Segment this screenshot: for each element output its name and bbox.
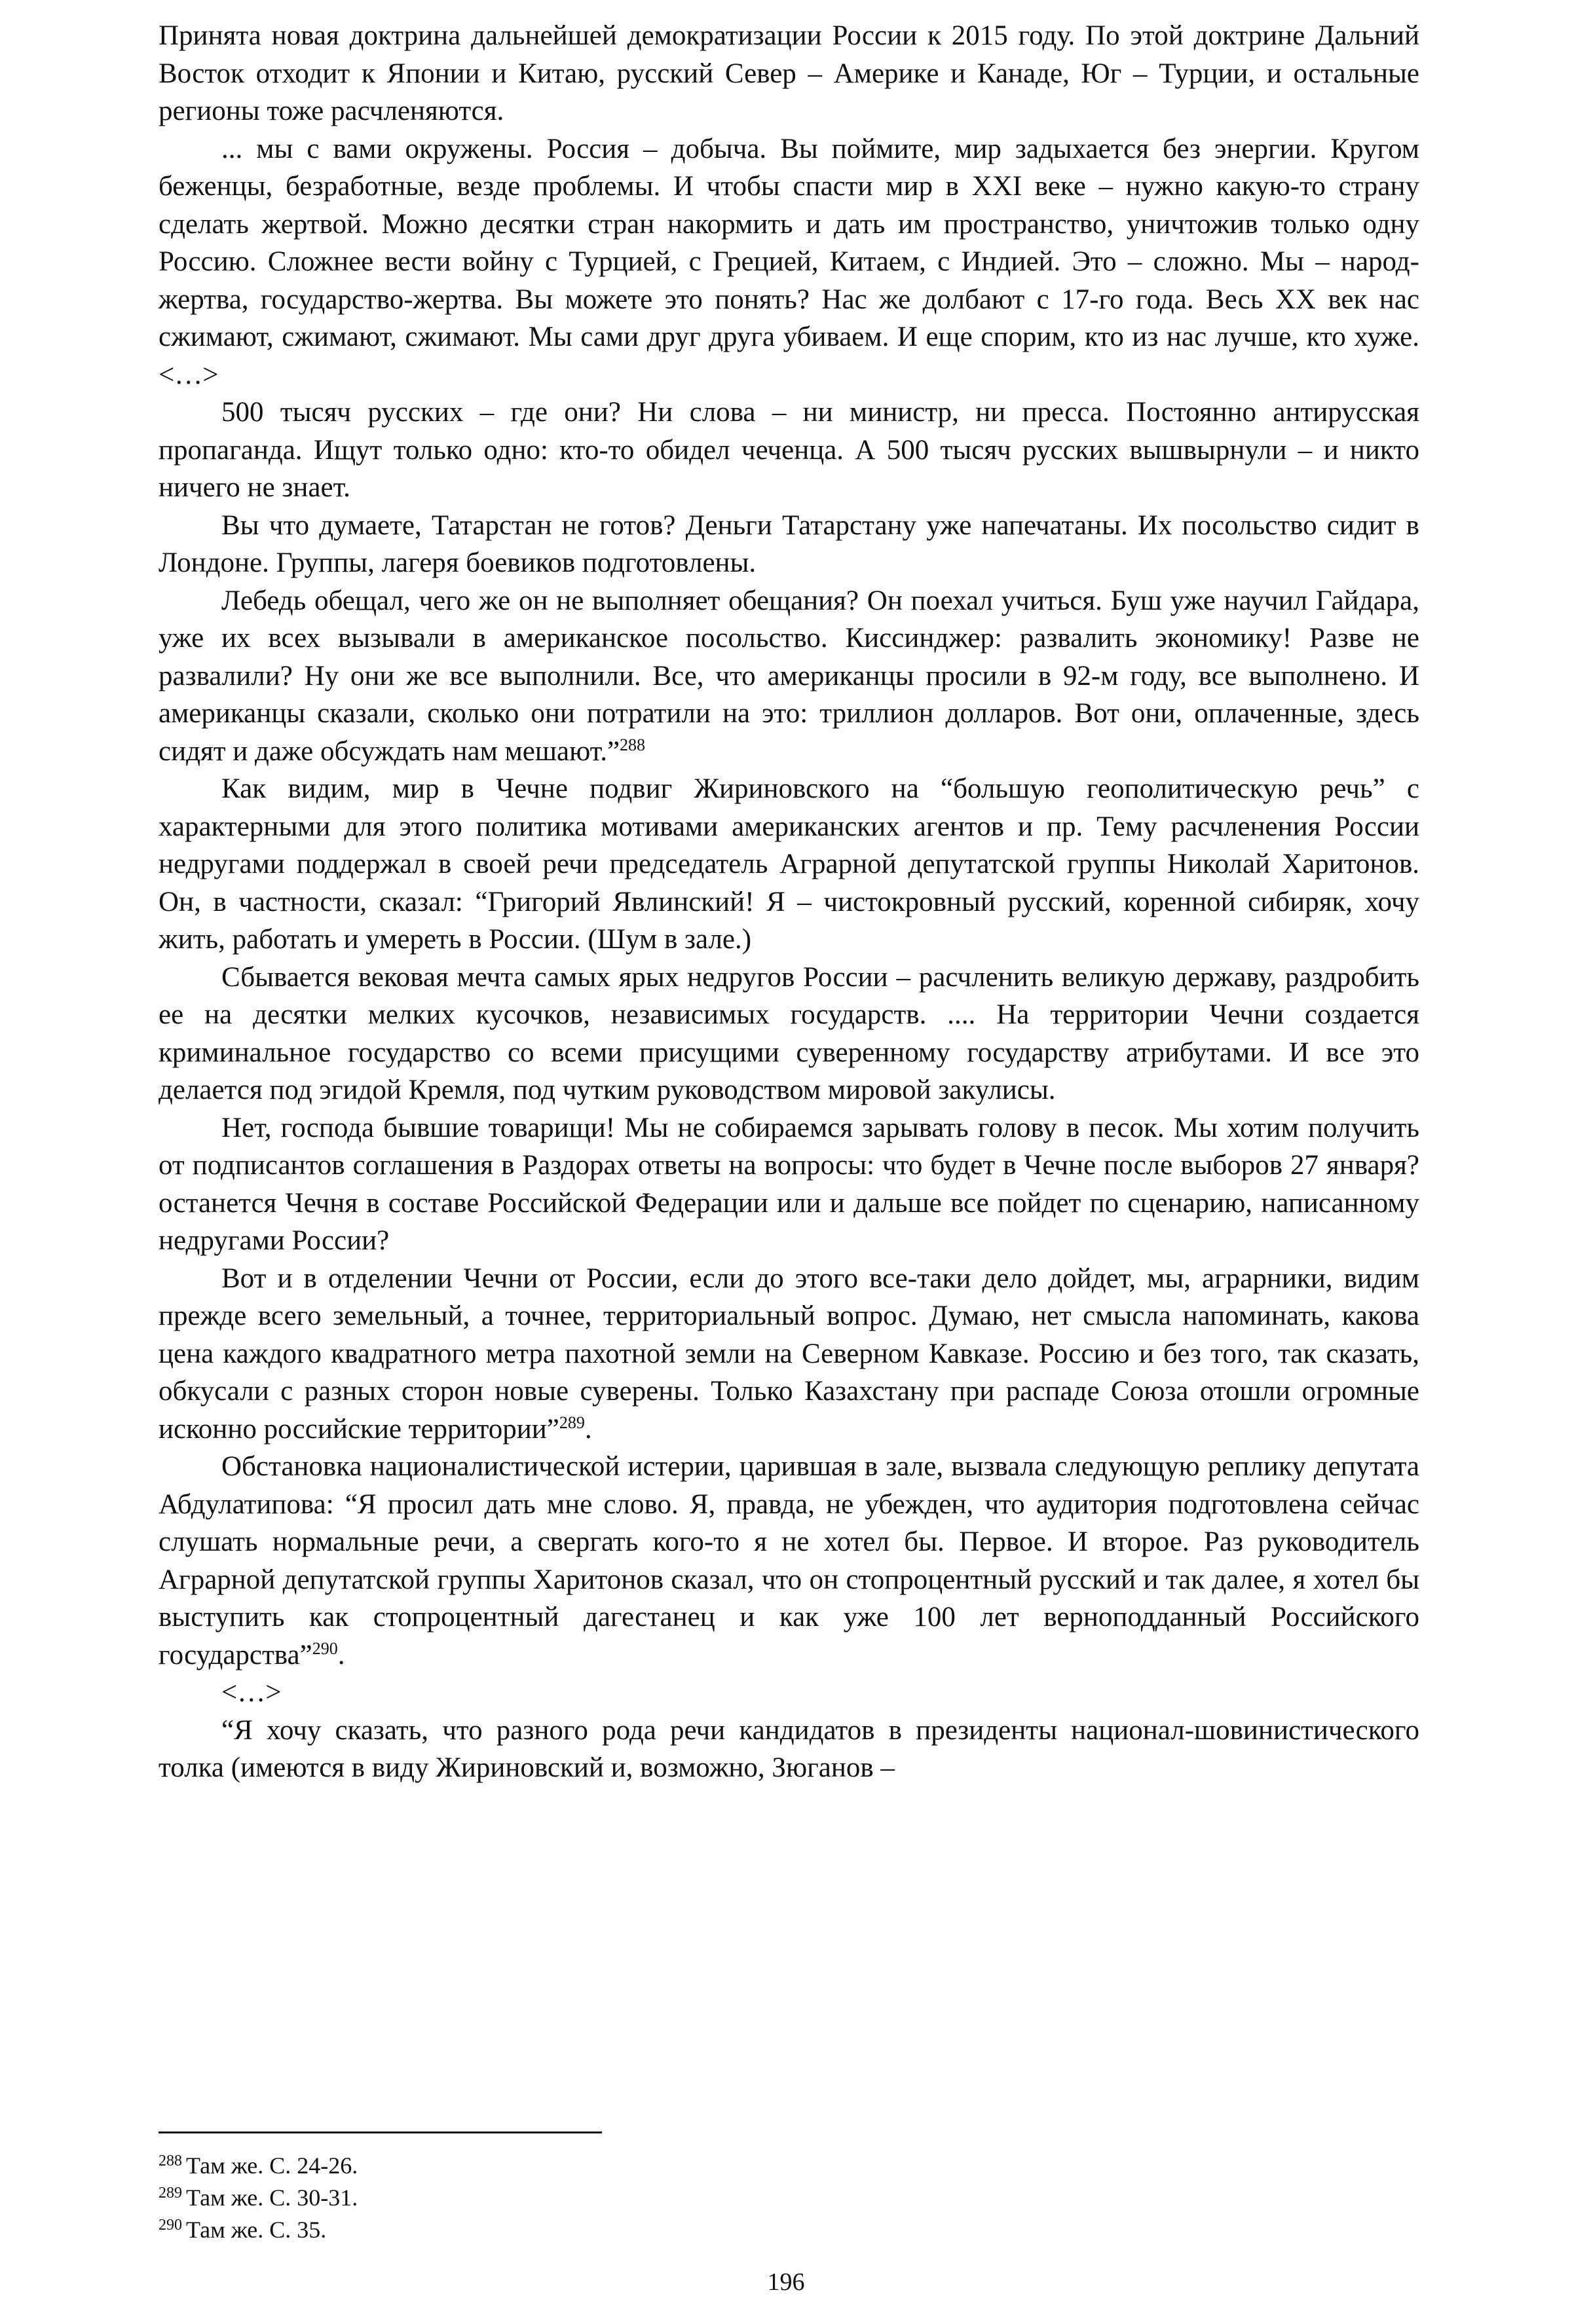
footnote-number: 289: [159, 2185, 182, 2202]
footnote: $^{290}$ Там же. С. 35.: [159, 2217, 327, 2243]
footnote-number: 288: [159, 2152, 182, 2169]
footnote-reference[interactable]: 290: [312, 1638, 338, 1658]
paragraph: Принята новая доктрина дальнейшей демократизации России к 2015 году. По этой доктрине Дальний Восток отходит к Японии и Китаю, русский Север – Америке и Канаде, Юг – Турции, и остальные регионы тоже расчленяются.: [159, 20, 1419, 126]
paragraph: Лебедь обещал, чего же он не выполняет обещания? Он поехал учиться. Буш уже научил Гайдара, уже их всех вызывали в американское посольство. Киссинджер: развалить экономику! Разве не развалили? Ну они же все выполнили. Все, что американцы просили в 92-м году, все выполнено. И американцы сказали, сколько они потратили на это: триллион долларов. Вот они, оплаченные, здесь сидят и даже обсуждать нам мешают.”$^{288}$: [159, 585, 1419, 767]
footnotes: [159, 2150, 1076, 2246]
paragraph: Обстановка националистической истерии, царившая в зале, вызвала следующую реплику депутата Абдулатипова: “Я просил дать мне слово. Я, правда, не убежден, что аудитория подготовлена сейчас слушать нормальные речи, а свергать кого-то я не хотел бы. Первое. И второе. Раз руководитель Аграрной депутатской группы Харитонов сказал, что он стопроцентный русский и так далее, я хотел бы выступить как стопроцентный дагестанец и как уже 100 лет верноподданный Российского государства”$^{290}$.: [159, 1451, 1419, 1670]
page-number: 196: [767, 2268, 805, 2296]
footnote-divider: [159, 2131, 602, 2133]
footnote-reference[interactable]: 289: [559, 1412, 585, 1432]
footnote: $^{288}$ Там же. С. 24-26.: [159, 2152, 358, 2179]
paragraph: ... мы с вами окружены. Россия – добыча. Вы поймите, мир задыхается без энергии. Кругом беженцы, безработные, везде проблемы. И чтобы спасти мир в XXI веке – нужно какую-то страну сделать жертвой. Можно десятки стран накормить и дать им пространство, уничтожив только одну Россию. Сложнее вести войну с Турцией, с Грецией, Китаем, с Индией. Это – сложно. Мы – народ-жертва, государство-жертва. Вы можете это понять? Нас же долбают с 17-го года. Весь XX век нас сжимают, сжимают, сжимают. Мы сами друг друга убиваем. И еще спорим, кто из нас лучше, кто хуже. <…>: [159, 133, 1419, 390]
footnote: $^{289}$ Там же. С. 30-31.: [159, 2185, 358, 2211]
paragraph: 500 тысяч русских – где они? Ни слова – ни министр, ни пресса. Постоянно антирусская пропаганда. Ищут только одно: кто-то обидел чеченца. А 500 тысяч русских вышвырнули – и никто ничего не знает.: [159, 397, 1419, 503]
paragraph: <…>: [221, 1677, 282, 1708]
footnote-reference[interactable]: 288: [620, 735, 646, 754]
paragraph: Вот и в отделении Чечни от России, если до этого все-таки дело дойдет, мы, аграрники, видим прежде всего земельный, а точнее, территориальный вопрос. Думаю, нет смысла напоминать, какова цена каждого квадратного метра пахотной земли на Северном Кавказе. Россию и без того, так сказать, обкусали с разных сторон новые суверены. Только Казахстану при распаде Союза отошли огромные исконно российские территории”$^{289}$.: [159, 1263, 1419, 1445]
paragraph: Вы что думаете, Татарстан не готов? Деньги Татарстану уже напечатаны. Их посольство сидит в Лондоне. Группы, лагеря боевиков подготовлены.: [159, 509, 1419, 578]
paragraph: Сбывается вековая мечта самых ярых недругов России – расчленить великую державу, раздробить ее на десятки мелких кусочков, независимых государств. .... На территории Чечни создается криминальное государство со всеми присущими суверенному государству атрибутами. И все это делается под эгидой Кремля, под чутким руководством мировой закулисы.: [159, 961, 1419, 1105]
paragraph: “Я хочу сказать, что разного рода речи кандидатов в президенты национал-шовинистического толка (имеются в виду Жириновский и, возможно, Зюганов –: [159, 1714, 1419, 1783]
footnote-number: 290: [159, 2217, 182, 2234]
page-body: [159, 17, 1419, 1787]
paragraph: Как видим, мир в Чечне подвиг Жириновского на “большую геополитическую речь” с характерными для этого политика мотивами американских агентов и пр. Тему расчленения России недругами поддержал в своей речи председатель Аграрной депутатской группы Николай Харитонов. Он, в частности, сказал: “Григорий Явлинский! Я – чистокровный русский, коренной сибиряк, хочу жить, работать и умереть в России. (Шум в зале.): [159, 773, 1419, 955]
paragraph: Нет, господа бывшие товарищи! Мы не собираемся зарывать голову в песок. Мы хотим получить от подписантов соглашения в Раздорах ответы на вопросы: что будет в Чечне после выборов 27 января? останется Чечня в составе Российской Федерации или и дальше все пойдет по сценарию, написанному недругами России?: [159, 1112, 1419, 1256]
